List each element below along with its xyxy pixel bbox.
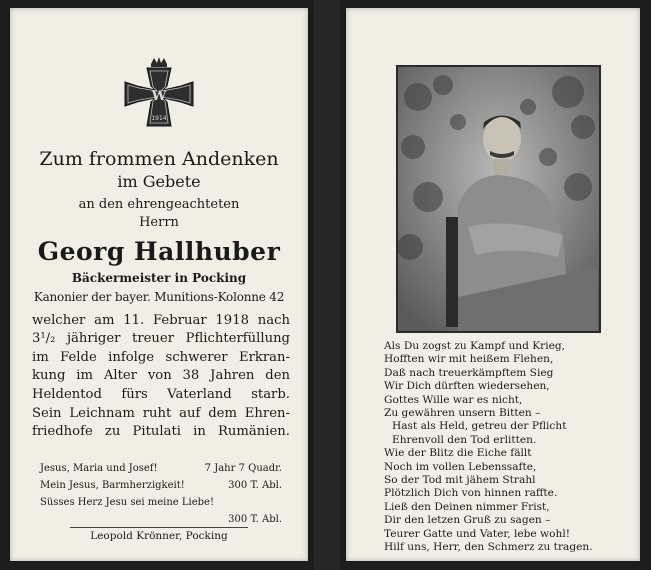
prayer-indulgence: 300 T. Abl. xyxy=(228,514,282,525)
poem-line: Hofften wir mit heißem Flehen, xyxy=(384,353,554,366)
card-fold xyxy=(314,0,340,570)
paragraph-line: kung im Alter von 38 Jahren den xyxy=(32,368,290,384)
poem-line: Noch im vollen Lebenssafte, xyxy=(384,460,537,473)
poem-line: Teurer Gatte und Vater, lebe wohl! xyxy=(384,527,570,540)
paragraph-line: Sein Leichnam ruht auf dem Ehren- xyxy=(32,406,290,421)
memorial-card-right xyxy=(346,8,640,561)
military-rank: Kanonier der bayer. Munitions-Kolonne 42 xyxy=(33,290,285,304)
poem-line: Ehrenvoll den Tod erlitten. xyxy=(392,433,537,446)
title-line-2: im Gebete xyxy=(117,172,201,191)
title-line-1: Zum frommen Andenken xyxy=(39,148,279,170)
poem-line: Gottes Wille war es nicht, xyxy=(384,393,523,406)
cross-year: 1914 xyxy=(151,115,167,122)
memorial-card-left xyxy=(10,8,308,561)
prayer-row xyxy=(40,511,282,528)
poem-line: Dir den letzen Gruß zu sagen – xyxy=(384,514,551,527)
divider xyxy=(70,527,248,528)
deceased-name: Georg Hallhuber xyxy=(37,237,281,266)
prayer-indulgence: 7 Jahr 7 Quadr. xyxy=(204,463,282,474)
occupation: Bäckermeister in Pocking xyxy=(71,271,247,285)
honorific: Herrn xyxy=(139,215,179,230)
poem-line: Daß nach treuerkämpftem Sieg xyxy=(384,366,554,379)
portrait-photo xyxy=(396,65,601,333)
poem-line: Ließ den Deinen nimmer Frist, xyxy=(384,500,550,513)
poem-line: Plötzlich Dich von hinnen raffte. xyxy=(384,487,558,500)
paragraph-line: friedhofe zu Pitulati in Rumänien. xyxy=(32,424,290,440)
prayer-list xyxy=(40,460,282,528)
paragraph-line: im Felde infolge schwerer Erkran- xyxy=(32,349,290,365)
dedication-line: an den ehrengeachteten xyxy=(78,197,240,212)
poem xyxy=(384,340,618,555)
prayer-row xyxy=(40,494,282,511)
printer-credit: Leopold Krönner, Pocking xyxy=(90,530,228,542)
poem-line: Hast als Held, getreu der Pflicht xyxy=(392,420,567,433)
poem-line: Wir Dich dürften wiedersehen, xyxy=(384,380,550,393)
prayer-text: Mein Jesus, Barmherzigkeit! xyxy=(40,480,185,491)
poem-line: Zu gewähren unsern Bitten – xyxy=(384,407,541,420)
poem-line: Hilf uns, Herr, den Schmerz zu tragen. xyxy=(384,541,593,554)
poem-line: So der Tod mit jähem Strahl xyxy=(384,474,536,487)
prayer-text: Süsses Herz Jesu sei meine Liebe! xyxy=(40,497,214,508)
prayer-row xyxy=(40,477,282,494)
paragraph-line: welcher am 11. Februar 1918 nach xyxy=(32,313,290,328)
prayer-indulgence: 300 T. Abl. xyxy=(228,480,282,491)
paragraph-line: 3¹/₂ jähriger treuer Pflichterfüllung xyxy=(32,331,290,347)
iron-cross-icon xyxy=(123,56,195,138)
death-paragraph xyxy=(32,312,290,404)
cross-letter: W xyxy=(151,89,167,104)
paragraph-line: Heldentod fürs Vaterland starb. xyxy=(32,386,290,402)
poem-line: Als Du zogst zu Kampf und Krieg, xyxy=(384,340,566,352)
prayer-text: Jesus, Maria und Josef! xyxy=(40,463,158,474)
prayer-row xyxy=(40,460,282,477)
poem-line: Wie der Blitz die Eiche fällt xyxy=(384,447,532,460)
burial-paragraph xyxy=(32,405,290,442)
